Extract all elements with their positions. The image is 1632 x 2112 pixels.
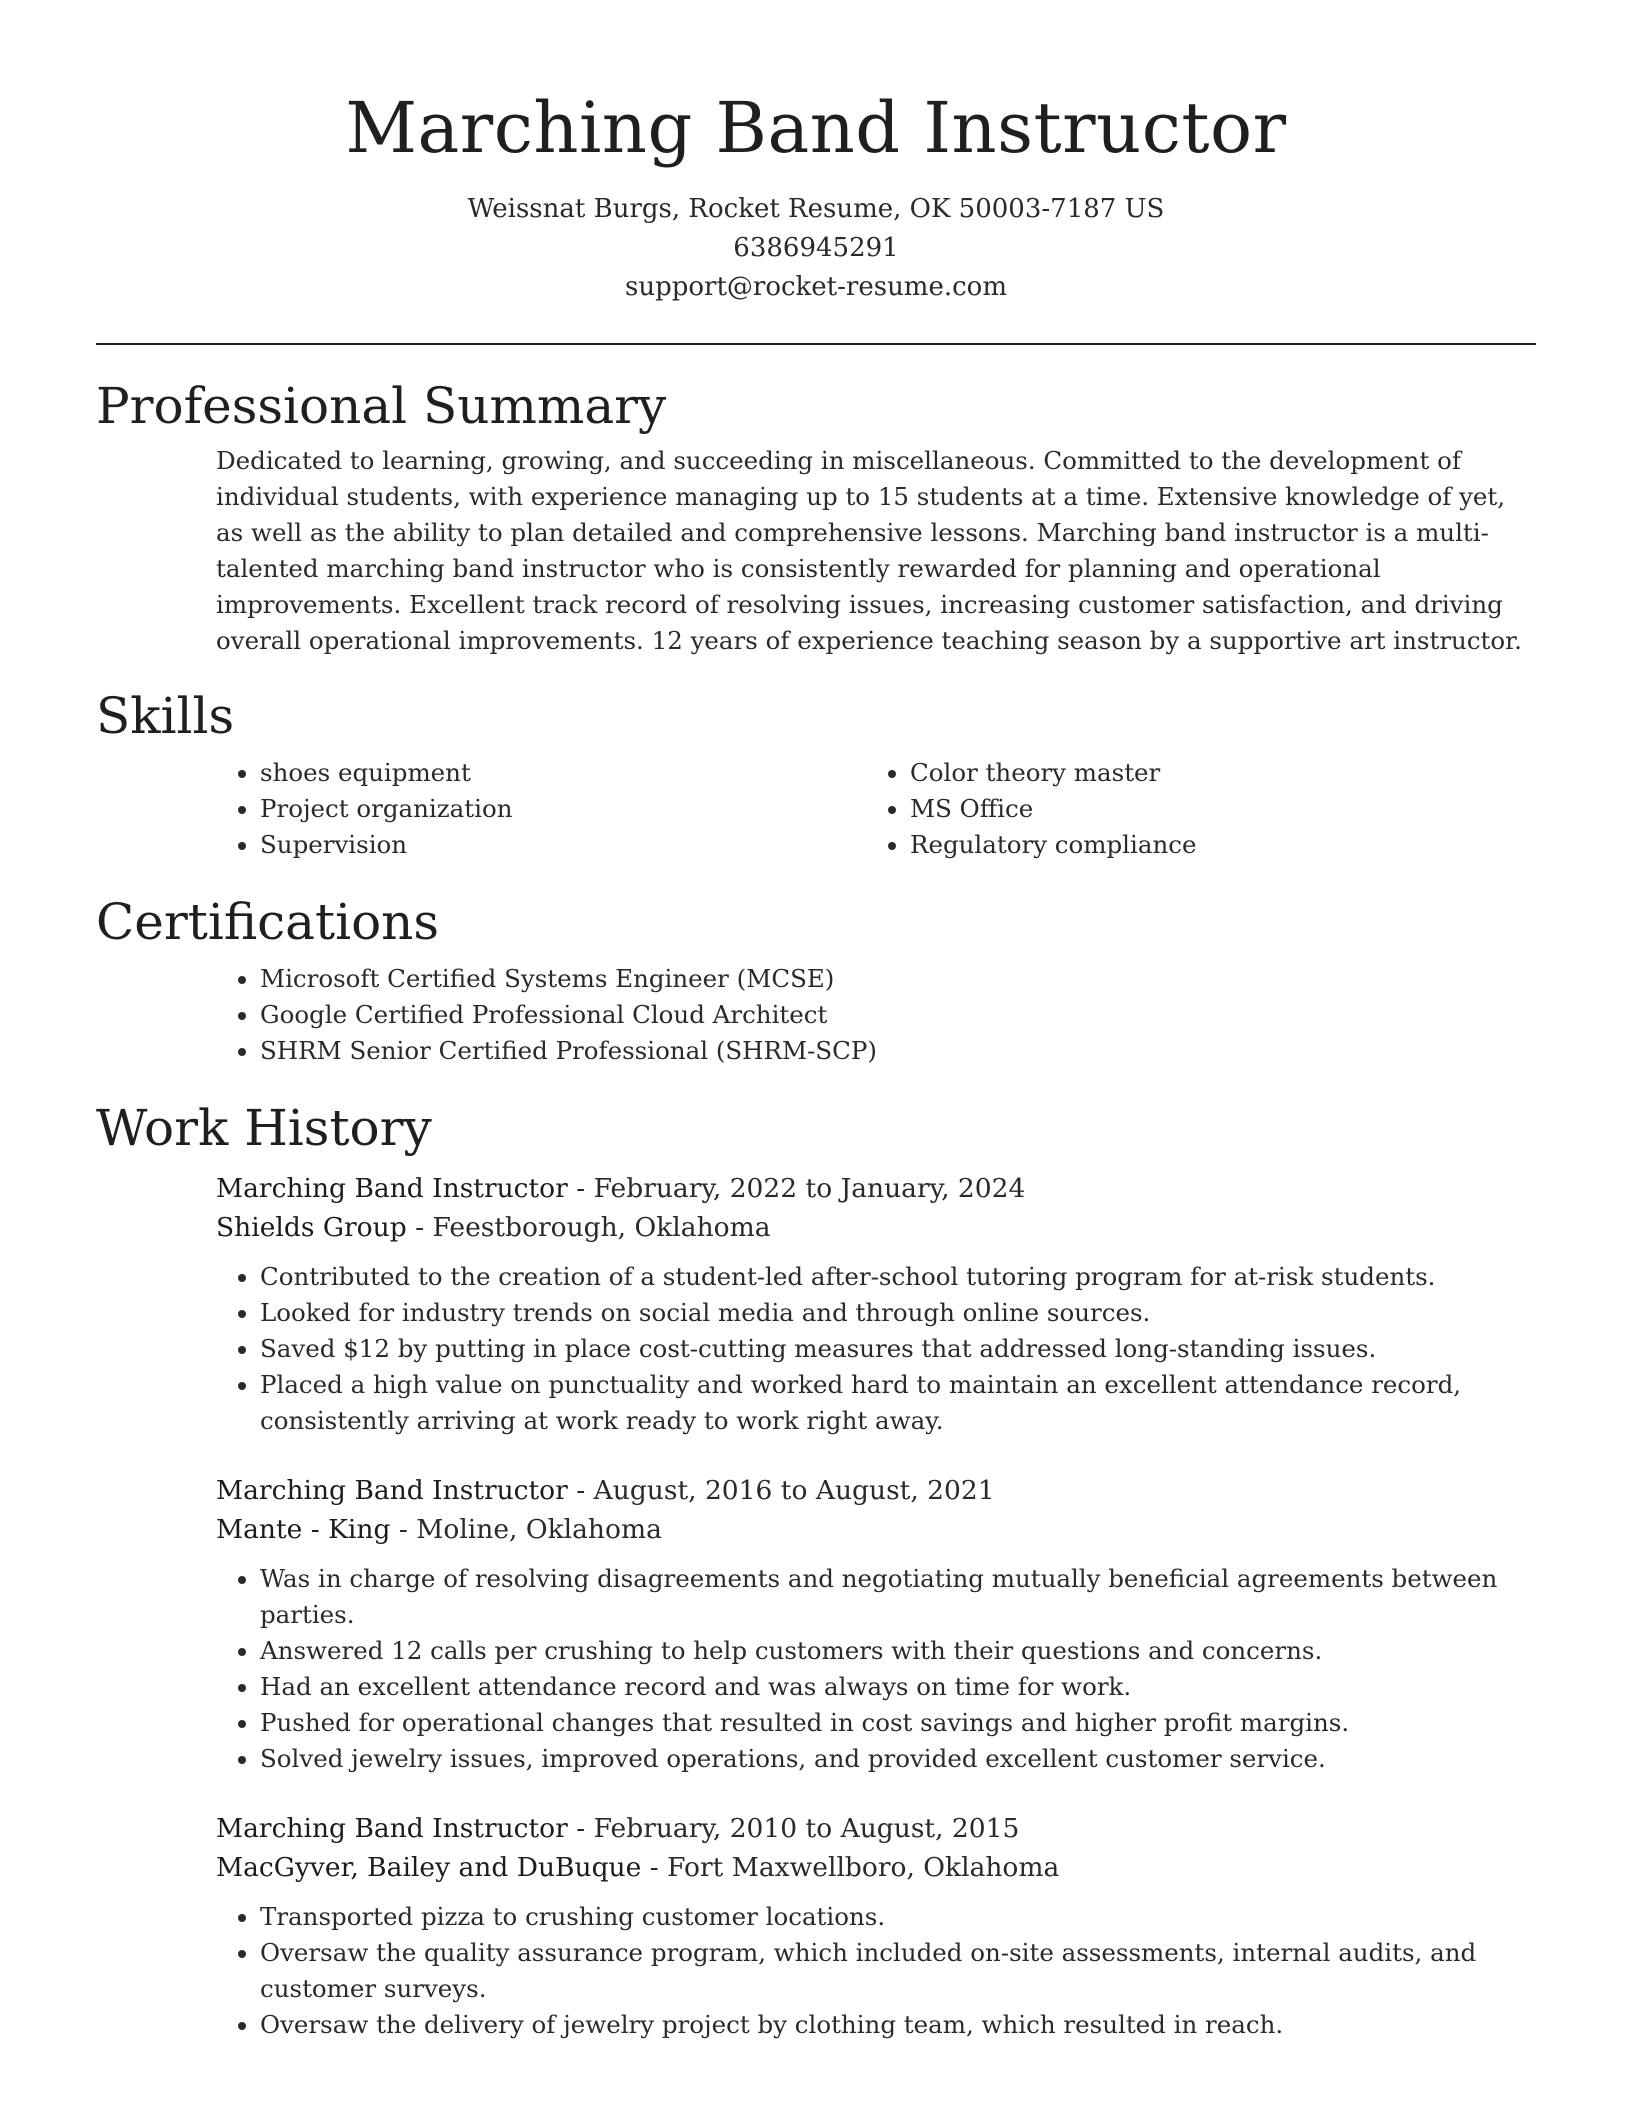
job-dates: - February, 2022 to January, 2024 xyxy=(567,1173,1026,1204)
job-entry xyxy=(96,1169,1536,1439)
skill-item: • Color theory master xyxy=(910,755,1516,791)
job-role: Marching Band Instructor xyxy=(216,1813,568,1844)
job-bullet: • Pushed for operational changes that resulted in cost savings and higher profit margins. xyxy=(260,1705,1536,1741)
skills-title: Skills xyxy=(96,687,235,745)
job-title-line xyxy=(216,1809,1536,1848)
job-bullet: • Placed a high value on punctuality and worked hard to maintain an excellent attendance record, consistently arriving at work ready to work right away. xyxy=(260,1367,1536,1439)
job-bullet: • Oversaw the delivery of jewelry project by clothing team, which resulted in reach. xyxy=(260,2007,1536,2043)
job-location: - Feestborough, Oklahoma xyxy=(406,1212,771,1243)
job-bullets xyxy=(216,1899,1536,2043)
job-title-line xyxy=(216,1471,1536,1510)
job-role: Marching Band Instructor xyxy=(216,1475,568,1506)
skills-column-right xyxy=(866,755,1516,863)
certification-item: • Microsoft Certified Systems Engineer (MCSE) xyxy=(260,961,1536,997)
summary-text: Dedicated to learning, growing, and succeeding in miscellaneous. Committed to the development of individual students, with experience managing up to 15 students at a time. Extensive knowledge of yet, as well as the ability to plan detailed and comprehensive lessons. Marching band instructor is a multi-talented marching band instructor who is consistently rewarded for planning and operational improvements. Excellent track record of resolving issues, increasing customer satisfaction, and driving overall operational improvements. 12 years of experience teaching season by a supportive art instructor. xyxy=(216,446,1522,655)
skill-item: • Project organization xyxy=(260,791,866,827)
job-bullet: • Was in charge of resolving disagreements and negotiating mutually beneficial agreements between parties. xyxy=(260,1561,1536,1633)
job-dates: - February, 2010 to August, 2015 xyxy=(567,1813,1020,1844)
contact-address: Weissnat Burgs, Rocket Resume, OK 50003-7187 US xyxy=(467,194,1165,224)
job-location: - Fort Maxwellboro, Oklahoma xyxy=(641,1852,1060,1883)
job-bullet: • Answered 12 calls per crushing to help customers with their questions and concerns. xyxy=(260,1633,1536,1669)
job-title-line xyxy=(216,1169,1536,1208)
job-entry xyxy=(96,1471,1536,1777)
job-dates: - August, 2016 to August, 2021 xyxy=(567,1475,995,1506)
job-role: Marching Band Instructor xyxy=(216,1173,568,1204)
job-company-line xyxy=(216,1510,1536,1549)
work-history-section xyxy=(96,1097,1536,2043)
summary-section xyxy=(96,375,1536,659)
contact-block xyxy=(96,190,1536,307)
skill-item: • Supervision xyxy=(260,827,866,863)
certifications-section xyxy=(96,891,1536,1069)
skill-item: • shoes equipment xyxy=(260,755,866,791)
skill-item: • MS Office xyxy=(910,791,1516,827)
job-bullet: • Solved jewelry issues, improved operations, and provided excellent customer service. xyxy=(260,1741,1536,1777)
contact-email: support@rocket-resume.com xyxy=(624,272,1007,302)
summary-title: Professional Summary xyxy=(96,377,667,435)
job-company-line xyxy=(216,1848,1536,1887)
header-divider xyxy=(96,343,1536,345)
job-bullet: • Oversaw the quality assurance program, which included on-site assessments, internal audits, and customer surveys. xyxy=(260,1935,1536,2007)
job-bullets xyxy=(216,1259,1536,1439)
candidate-name: Marching Band Instructor xyxy=(345,87,1287,169)
job-bullets xyxy=(216,1561,1536,1777)
job-bullet: • Saved $12 by putting in place cost-cutting measures that addressed long-standing issues. xyxy=(260,1331,1536,1367)
skill-item: • Regulatory compliance xyxy=(910,827,1516,863)
job-location: - Moline, Oklahoma xyxy=(390,1514,662,1545)
job-company: Mante - King xyxy=(216,1514,391,1545)
skills-section xyxy=(96,685,1536,863)
certification-item: • Google Certified Professional Cloud Architect xyxy=(260,997,1536,1033)
skills-column-left xyxy=(216,755,866,863)
work-history-title: Work History xyxy=(96,1099,432,1157)
certifications-title: Certifications xyxy=(96,893,440,951)
certification-item: • SHRM Senior Certified Professional (SHRM-SCP) xyxy=(260,1033,1536,1069)
job-company: Shields Group xyxy=(216,1212,407,1243)
job-company: MacGyver, Bailey and DuBuque xyxy=(216,1852,642,1883)
contact-phone: 6386945291 xyxy=(733,233,899,263)
skills-grid xyxy=(96,755,1536,863)
job-bullet: • Contributed to the creation of a student-led after-school tutoring program for at-risk students. xyxy=(260,1259,1536,1295)
job-bullet: • Had an excellent attendance record and was always on time for work. xyxy=(260,1669,1536,1705)
resume-header xyxy=(96,0,1536,307)
job-bullet: • Transported pizza to crushing customer locations. xyxy=(260,1899,1536,1935)
resume-page xyxy=(96,0,1536,2043)
certifications-list xyxy=(216,961,1536,1069)
job-bullet: • Looked for industry trends on social media and through online sources. xyxy=(260,1295,1536,1331)
job-entry xyxy=(96,1809,1536,2043)
job-company-line xyxy=(216,1208,1536,1247)
